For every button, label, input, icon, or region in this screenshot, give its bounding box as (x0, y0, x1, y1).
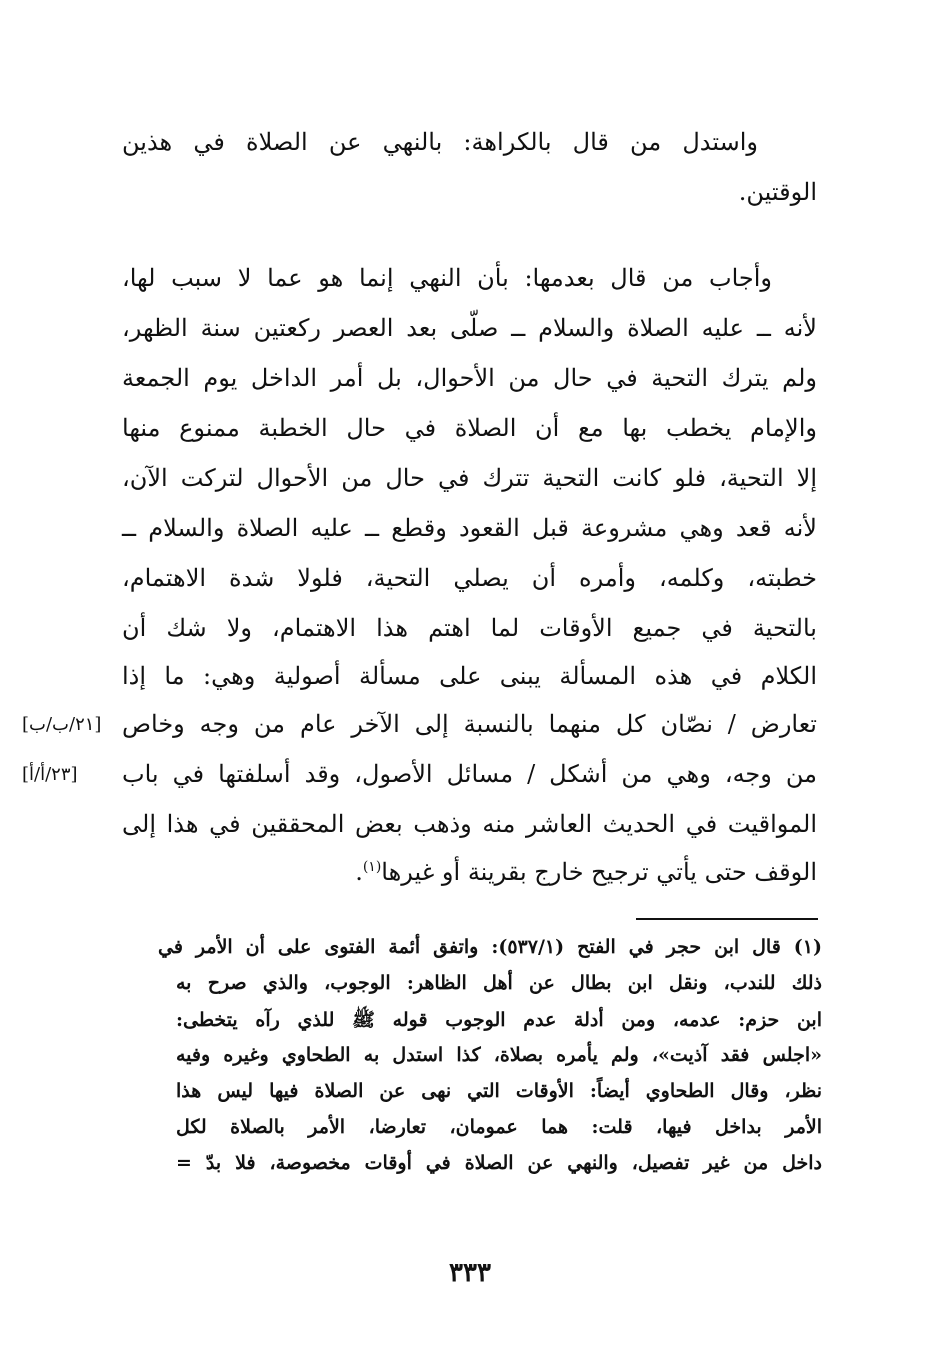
footnote-line: ابن حزم: عدمه، ومن أدلة عدم الوجوب قوله ﷺ للذي رآه يتخطى: (176, 1009, 822, 1031)
text-line: إلا التحية، فلو كانت التحية تترك في حال من الأحوال لتركت الآن، (122, 464, 817, 492)
margin-reference: [٢١/ب/ب] (22, 714, 102, 735)
text-line: تعارض / نصّان كل منهما بالنسبة إلى الآخر عام من وجه وخاص (122, 710, 817, 738)
footnote-line: «اجلس فقد آذيت»، ولم يأمره بصلاة، كذا استدل به الطحاوي وغيره وفيه (176, 1044, 822, 1066)
text-line: والإمام يخطب بها مع أن الصلاة في حال الخطبة ممنوع منها (122, 414, 817, 442)
text-line-last (122, 858, 817, 886)
text-line: ولم يترك التحية في حال من الأحوال، بل أمر الداخل يوم الجمعة (122, 364, 817, 392)
line-end: . (355, 858, 363, 886)
footnote-line: (١) قال ابن حجر في الفتح (٥٣٧/١): واتفق أئمة الفتوى على أن الأمر في (158, 936, 822, 958)
page-number: ٣٣٣ (449, 1258, 491, 1288)
text-line: الكلام في هذه المسألة يبنى على مسألة أصولية وهي: ما إذا (122, 662, 817, 690)
text-line: لأنه ــ عليه الصلاة والسلام ــ صلّى بعد العصر ركعتين سنة الظهر، (122, 314, 817, 342)
text-line: خطبته، وكلمه، وأمره أن يصلي التحية، فلولا شدة الاهتمام، (122, 564, 817, 592)
margin-reference: [٢٣/أ/أ] (22, 764, 78, 785)
footnote-line: نظر، وقال الطحاوي أيضاً: الأوقات التي نهى عن الصلاة فيها ليس هذا (176, 1080, 822, 1102)
text-line: بالتحية في جميع الأوقات لما اهتم هذا الاهتمام، ولا شك أن (122, 614, 817, 642)
text-line: المواقيت في الحديث العاشر منه وذهب بعض المحققين في هذا إلى (122, 810, 817, 838)
text-line: من وجه، وهي من أشكل / مسائل الأصول، وقد أسلفتها في باب (122, 760, 817, 788)
footnote-marker: (١) (362, 859, 382, 875)
footnote-line: الأمر بداخل فيها، قلت: هما عمومان، تعارضا، الأمر بالصلاة لكل (176, 1116, 822, 1138)
footnote-line: ذلك للندب، ونقل ابن بطال عن أهل الظاهر: الوجوب، والذي صرح به (176, 972, 822, 994)
text-line: واستدل من قال بالكراهة: بالنهي عن الصلاة في هذين (122, 128, 758, 156)
footnote-line: داخل من غير تفصيل، والنهي عن الصلاة في أوقات مخصوصة، فلا بدّ = (176, 1152, 822, 1174)
text-line: وأجاب من قال بعدمها: بأن النهي إنما هو عما لا سبب لها، (122, 264, 772, 292)
text-line: الوقف حتى يأتي ترجيح خارج بقرينة أو غيرها (381, 858, 817, 886)
text-line: الوقتين. (738, 178, 817, 206)
footnote-separator (636, 918, 818, 920)
text-line: لأنه قعد وهي مشروعة قبل القعود وقطع ــ عليه الصلاة والسلام ــ (122, 514, 817, 542)
